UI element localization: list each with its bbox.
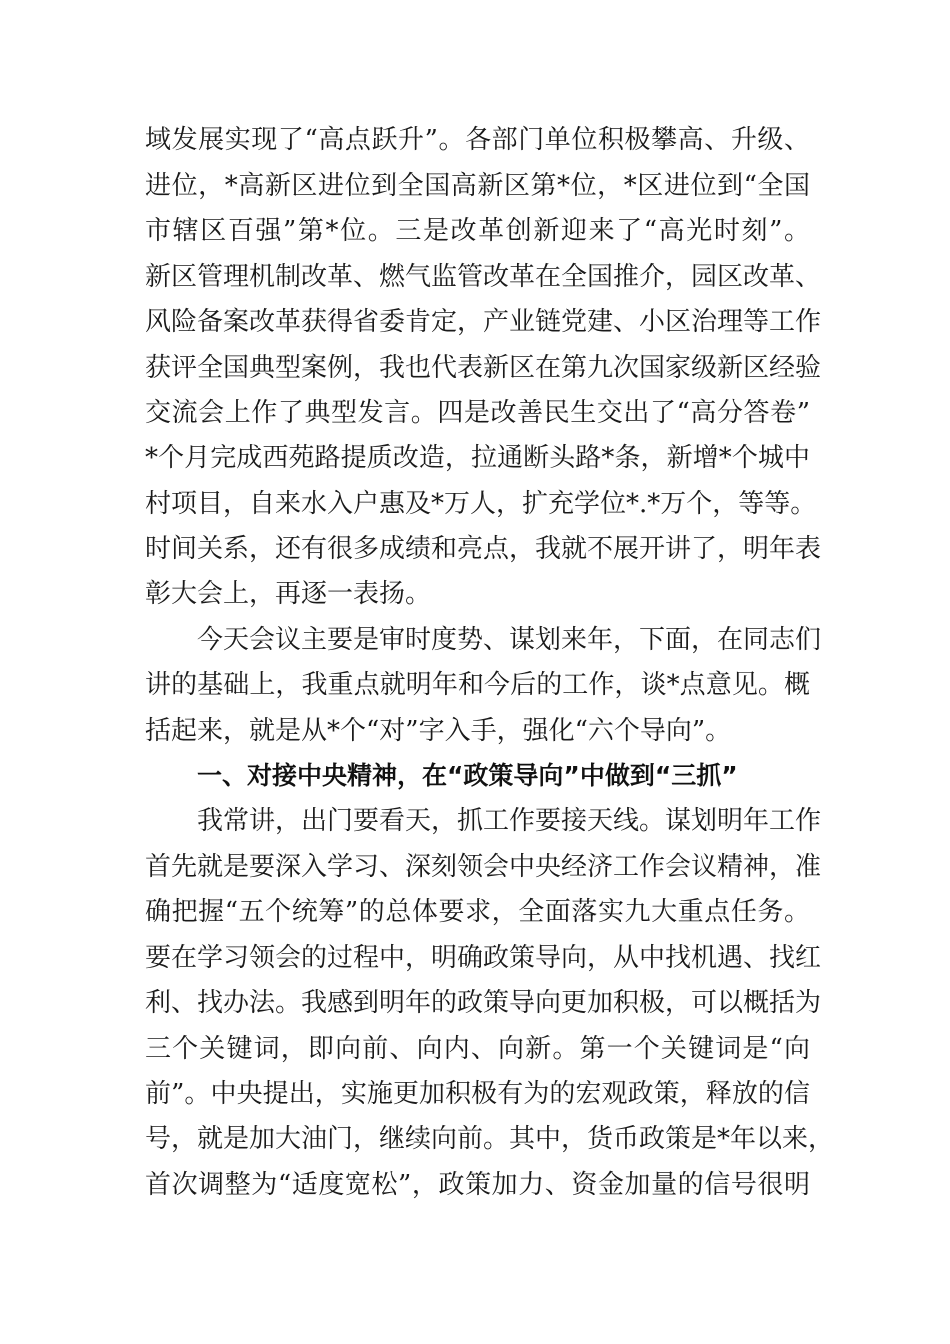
- section-heading: 一、对接中央精神，在“政策导向”中做到“三抓”: [197, 761, 738, 790]
- text-line: 要在学习领会的过程中，明确政策导向，从中找机遇、找红: [145, 943, 822, 973]
- text-line: *个月完成西苑路提质改造，拉通断头路*条，新增*个城中: [145, 443, 810, 473]
- text-line: 获评全国典型案例，我也代表新区在第九次国家级新区经验: [145, 353, 822, 383]
- text-line: 三个关键词，即向前、向内、向新。第一个关键词是“向: [145, 1034, 810, 1064]
- text-line: 市辖区百强”第*位。三是改革创新迎来了“高光时刻”。: [145, 216, 810, 246]
- text-line: 确把握“五个统筹”的总体要求，全面落实九大重点任务。: [145, 897, 810, 927]
- text-line: 进位，*高新区进位到全国高新区第*位，*区进位到“全国: [145, 171, 810, 201]
- text-line: 新区管理机制改革、燃气监管改革在全国推介，园区改革、: [145, 262, 822, 292]
- text-line: 前”。中央提出，实施更加积极有为的宏观政策，释放的信: [145, 1079, 810, 1109]
- text-line: 首先就是要深入学习、深刻领会中央经济工作会议精神，准: [145, 852, 822, 882]
- text-line: 我常讲，出门要看天，抓工作要接天线。谋划明年工作: [197, 806, 822, 836]
- text-line: 今天会议主要是审时度势、谋划来年，下面，在同志们: [197, 625, 822, 655]
- text-line: 括起来，就是从*个“对”字入手，强化“六个导向”。: [145, 716, 732, 746]
- text-line: 彰大会上，再逐一表扬。: [145, 579, 432, 609]
- text-line: 域发展实现了“高点跃升”。各部门单位积极攀高、升级、: [145, 125, 810, 155]
- text-line: 首次调整为“适度宽松”，政策加力、资金加量的信号很明: [145, 1170, 810, 1200]
- text-line: 讲的基础上，我重点就明年和今后的工作，谈*点意见。概: [145, 670, 810, 700]
- text-line: 风险备案改革获得省委肯定，产业链党建、小区治理等工作: [145, 307, 822, 337]
- text-line: 号，就是加大油门，继续向前。其中，货币政策是*年以来，: [145, 1124, 835, 1154]
- text-line: 村项目，自来水入户惠及*万人，扩充学位*.*万个，等等。: [145, 489, 817, 519]
- text-line: 时间关系，还有很多成绩和亮点，我就不展开讲了，明年表: [145, 534, 822, 564]
- text-line: 交流会上作了典型发言。四是改善民生交出了“高分答卷”: [145, 398, 810, 428]
- text-line: 利、找办法。我感到明年的政策导向更加积极，可以概括为: [145, 988, 822, 1018]
